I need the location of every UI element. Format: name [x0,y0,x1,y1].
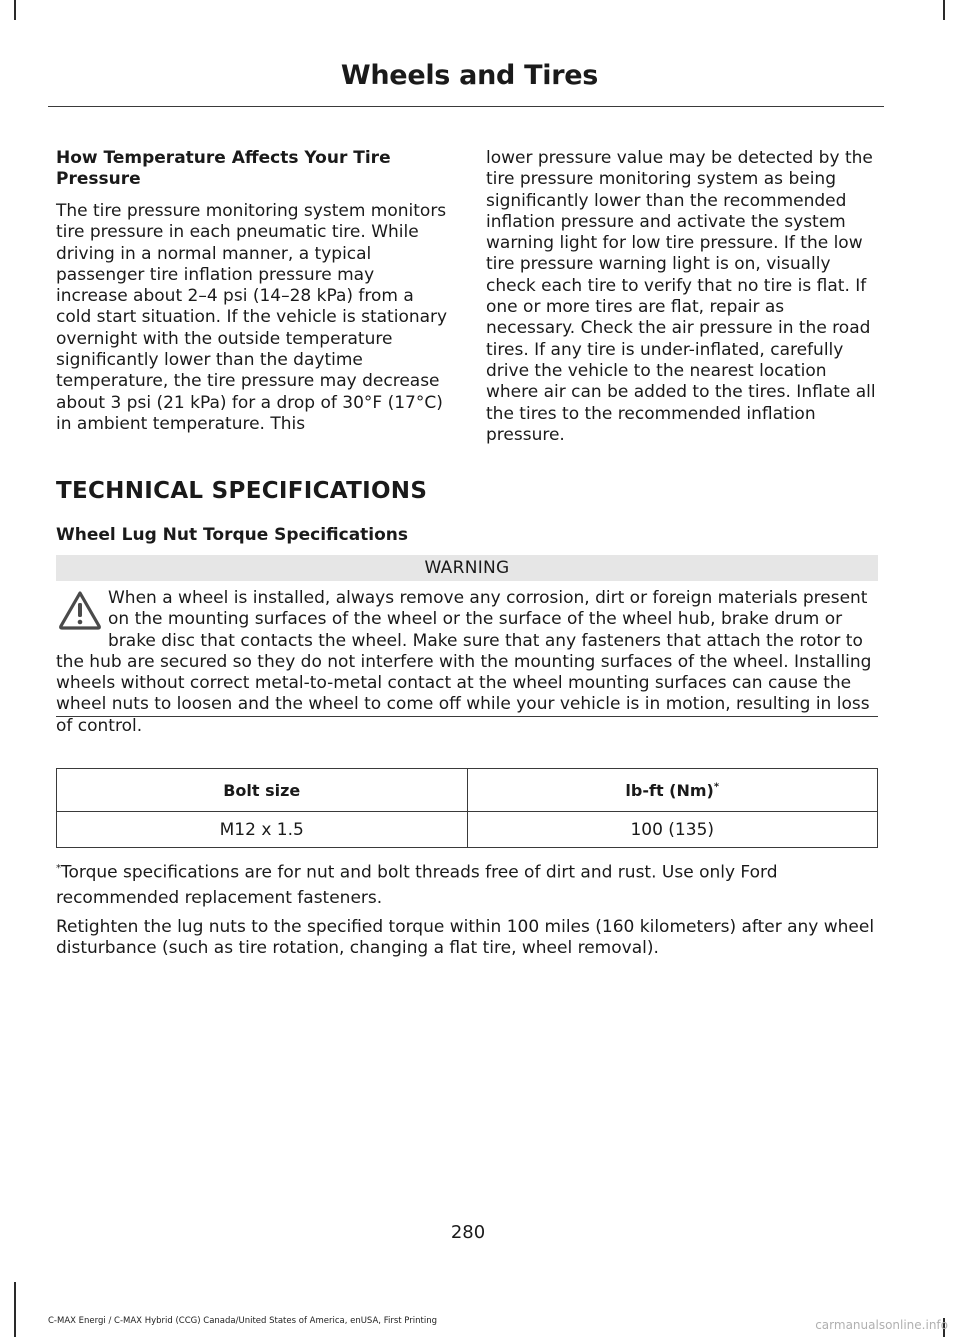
column-header-torque: lb-ft (Nm)* [467,769,878,812]
crop-mark-top-right [943,0,945,20]
temperature-paragraph-left: The tire pressure monitoring system monitors tire pressure in each pneumatic tire. While driving in a normal manner, a typical passenger tire inflation pressure may increase about 2–4 psi (14–28 kPa) from a cold start situation. If the vehicle is stationary overnight with the outside temperature significantly lower than the daytime temperature, the tire pressure may decrease about 3 psi (21 kPa) for a drop of 30°F (17°C) in ambient temperature. This [56,201,448,434]
torque-value-cell: 100 (135) [467,812,878,848]
warning-text: When a wheel is installed, always remove any corrosion, dirt or foreign materials present on the mounting surfaces of the wheel or the surface of the wheel hub, brake drum or brake disc that contacts the wheel. Make sure that any fasteners that attach the rotor to the hub are secured so they do not interfere with the mounting surfaces of the wheel. Installing wheels without correct metal-to-metal contact at the wheel mounting surfaces can cause the wheel nuts to loosen and the wheel to come off while your vehicle is in motion, resulting in loss of control. [56,588,872,736]
torque-spec-table [56,768,878,848]
table-row [57,812,878,848]
crop-mark-bottom-left [14,1282,16,1337]
temperature-column-right [486,148,878,446]
page-header [48,58,884,107]
page-number: 280 [450,1222,486,1243]
column-header-bolt-size: Bolt size [57,769,468,812]
technical-specifications-title: TECHNICAL SPECIFICATIONS [56,478,428,504]
crop-mark-top-left [14,0,16,20]
temperature-column-left [56,148,448,435]
publication-footer: C-MAX Energi / C-MAX Hybrid (CCG) Canada/United States of America, enUSA, First Printing [48,1316,437,1326]
warning-divider [56,716,878,717]
temperature-paragraph-right: lower pressure value may be detected by the tire pressure monitoring system as being significantly lower than the recommended inflation pressure and activate the system warning light for low tire pressure. If the low tire pressure warning light is on, visually check each tire to verify that no tire is flat. If one or more tires are flat, repair as necessary. Check the air pressure in the road tires. If any tire is under-inflated, carefully drive the vehicle to the nearest location where air can be added to the tires. Inflate all the tires to the recommended inflation pressure. [486,148,876,445]
table-header-row [57,769,878,812]
footnote-marker: * [56,863,61,874]
page-title: Wheels and Tires [340,60,598,91]
warning-text-block [56,588,880,737]
retighten-note: Retighten the lug nuts to the specified torque within 100 miles (160 kilometers) after any wheel disturbance (such as tire rotation, changing a flat tire, wheel removal). [56,917,875,959]
torque-footnote [56,856,880,911]
bolt-size-cell: M12 x 1.5 [57,812,468,848]
temperature-heading: How Temperature Affects Your Tire Pressure [56,148,391,189]
footnote-marker: * [713,781,720,793]
footnote-text: Torque specifications are for nut and bolt threads free of dirt and rust. Use only Ford recommended replacement fasteners. [56,862,778,908]
watermark: carmanualsonline.info [815,1318,948,1332]
warning-icon-spacer [56,588,108,648]
lug-nut-torque-subtitle: Wheel Lug Nut Torque Specifications [56,525,409,545]
warning-label-bar: WARNING [56,555,878,581]
